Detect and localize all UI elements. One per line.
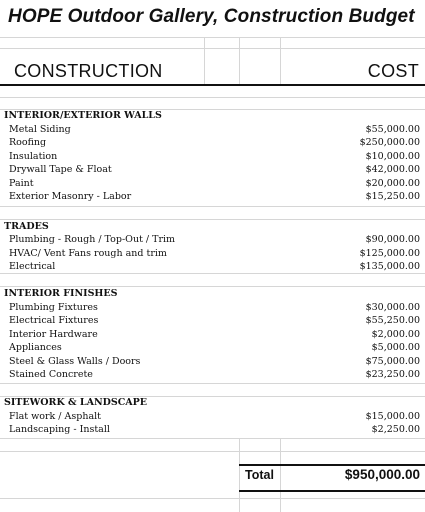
grid-line xyxy=(239,37,240,85)
construction-column-header: CONSTRUCTION xyxy=(14,61,163,81)
line-item-amount: $55,000.00 xyxy=(365,124,420,135)
line-item-label: Paint xyxy=(9,178,34,189)
line-item-amount: $55,250.00 xyxy=(365,315,420,326)
line-item-label: Roofing xyxy=(9,137,47,148)
line-item-label: Metal Siding xyxy=(9,124,71,135)
line-item-label: Exterior Masonry - Labor xyxy=(9,191,132,202)
line-item-label: Electrical xyxy=(9,261,56,272)
line-item-amount: $20,000.00 xyxy=(365,178,420,189)
line-item-amount: $30,000.00 xyxy=(365,302,420,313)
grid-line xyxy=(0,383,425,384)
line-item-amount: $125,000.00 xyxy=(359,248,420,259)
line-item-label: Insulation xyxy=(9,151,58,162)
line-item-amount: $135,000.00 xyxy=(359,261,420,272)
line-item-amount: $15,250.00 xyxy=(365,191,420,202)
grid-line xyxy=(0,37,425,38)
section-heading-walls: INTERIOR/EXTERIOR WALLS xyxy=(4,110,162,121)
grid-line xyxy=(0,451,425,452)
grid-line xyxy=(0,48,425,49)
line-item-amount: $42,000.00 xyxy=(365,164,420,175)
line-item-label: Steel & Glass Walls / Doors xyxy=(9,356,141,367)
section-heading-trades: TRADES xyxy=(4,221,49,232)
grid-line xyxy=(0,438,425,439)
line-item-label: HVAC/ Vent Fans rough and trim xyxy=(9,248,167,259)
cost-column-header: COST xyxy=(367,61,419,81)
section-heading-sitework: SITEWORK & LANDSCAPE xyxy=(4,397,148,408)
line-item-amount: $15,000.00 xyxy=(365,411,420,422)
line-item-amount: $2,250.00 xyxy=(371,424,420,435)
grid-line xyxy=(0,219,425,220)
line-item-amount: $2,000.00 xyxy=(371,329,420,340)
grid-line xyxy=(280,37,281,85)
grid-line xyxy=(0,206,425,207)
section-heading-finishes: INTERIOR FINISHES xyxy=(4,288,118,299)
line-item-label: Electrical Fixtures xyxy=(9,315,99,326)
line-item-amount: $75,000.00 xyxy=(365,356,420,367)
line-item-amount: $23,250.00 xyxy=(365,369,420,380)
line-item-label: Plumbing - Rough / Top-Out / Trim xyxy=(9,234,176,245)
line-item-amount: $5,000.00 xyxy=(371,342,420,353)
line-item-label: Interior Hardware xyxy=(9,329,98,340)
grid-line xyxy=(204,37,205,85)
line-item-amount: $90,000.00 xyxy=(365,234,420,245)
line-item-amount: $250,000.00 xyxy=(359,137,420,148)
line-item-label: Flat work / Asphalt xyxy=(9,411,101,422)
grid-line xyxy=(0,286,425,287)
line-item-label: Landscaping - Install xyxy=(9,424,110,435)
sheet-title: HOPE Outdoor Gallery, Construction Budget xyxy=(8,6,415,27)
line-item-label: Stained Concrete xyxy=(9,369,93,380)
line-item-amount: $10,000.00 xyxy=(365,151,420,162)
line-item-label: Appliances xyxy=(9,342,62,353)
header-underline xyxy=(0,84,425,86)
grid-line xyxy=(0,97,425,98)
total-label: Total xyxy=(245,468,274,482)
total-amount: $950,000.00 xyxy=(344,467,420,482)
grid-line xyxy=(0,498,425,499)
line-item-label: Plumbing Fixtures xyxy=(9,302,98,313)
line-item-label: Drywall Tape & Float xyxy=(9,164,112,175)
grid-line xyxy=(0,273,425,274)
